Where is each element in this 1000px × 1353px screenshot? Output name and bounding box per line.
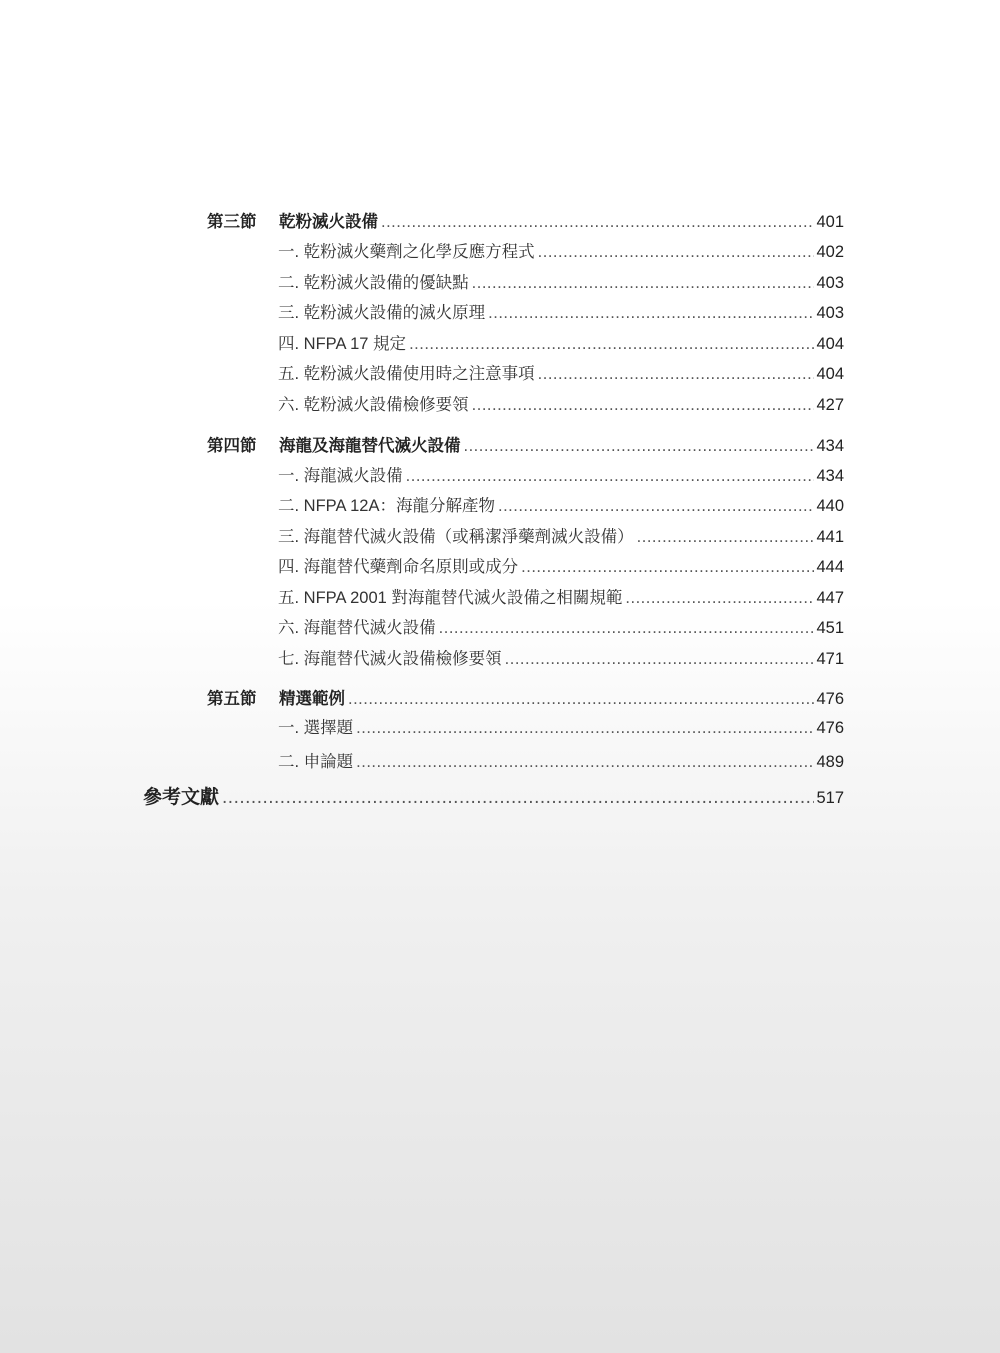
section-title: 精選範例 [279, 690, 345, 708]
section-title: 乾粉滅火設備 [279, 213, 378, 231]
page-number: 404 [816, 335, 844, 353]
toc-item[interactable] [278, 556, 844, 578]
dot-leader [348, 688, 814, 710]
dot-leader [488, 302, 814, 324]
page-number: 444 [816, 558, 844, 576]
toc-item[interactable] [278, 302, 844, 324]
page-number: 401 [816, 213, 844, 231]
item-title: 六. 海龍替代滅火設備 [278, 619, 436, 637]
dot-leader [439, 617, 815, 639]
page-number: 476 [816, 719, 844, 737]
toc-item[interactable] [278, 617, 844, 639]
section-label: 第五節 [207, 690, 257, 708]
section-title: 海龍及海龍替代滅火設備 [279, 437, 461, 455]
dot-leader [381, 211, 814, 233]
item-title: 六. 乾粉滅火設備檢修要領 [278, 396, 469, 414]
page-number: 404 [816, 365, 844, 383]
references-title: 參考文獻 [143, 787, 220, 808]
dot-leader [472, 394, 815, 416]
dot-leader [409, 333, 814, 355]
item-title: 三. 海龍替代滅火設備（或稱潔淨藥劑滅火設備） [278, 528, 634, 546]
dot-leader [505, 648, 815, 670]
toc-item[interactable] [278, 495, 844, 517]
toc-section-3[interactable] [207, 211, 844, 233]
toc-item[interactable] [278, 465, 844, 487]
dot-leader [464, 435, 815, 457]
toc-item[interactable] [278, 363, 844, 385]
page-number: 441 [816, 528, 844, 546]
item-title: 二. 乾粉滅火設備的優缺點 [278, 274, 469, 292]
section-label: 第三節 [207, 213, 257, 231]
toc-references[interactable] [143, 787, 844, 809]
page-number: 434 [816, 467, 844, 485]
dot-leader [472, 272, 815, 294]
dot-leader [356, 751, 814, 773]
item-title: 四. 海龍替代藥劑命名原則或成分 [278, 558, 519, 576]
dot-leader [538, 363, 815, 385]
toc-section-5[interactable] [207, 688, 844, 710]
item-title: 二. 申論題 [278, 753, 354, 771]
toc-item[interactable] [278, 587, 844, 609]
dot-leader [356, 717, 814, 739]
dot-leader [637, 526, 815, 548]
toc-section-4[interactable] [207, 435, 844, 457]
item-title: 七. 海龍替代滅火設備檢修要領 [278, 650, 502, 668]
page-number: 434 [816, 437, 844, 455]
dot-leader [222, 787, 814, 809]
page-number: 517 [816, 789, 844, 807]
page-number: 427 [816, 396, 844, 414]
dot-leader [498, 495, 814, 517]
item-title: 二. NFPA 12A：海龍分解產物 [278, 497, 495, 515]
dot-leader [521, 556, 814, 578]
toc-item[interactable] [278, 717, 844, 739]
item-title: 一. 乾粉滅火藥劑之化學反應方程式 [278, 243, 535, 261]
dot-leader [406, 465, 815, 487]
item-title: 一. 選擇題 [278, 719, 354, 737]
page-number: 403 [816, 304, 844, 322]
section-label: 第四節 [207, 437, 257, 455]
page-number: 451 [816, 619, 844, 637]
toc-item[interactable] [278, 241, 844, 263]
toc-item[interactable] [278, 526, 844, 548]
toc-item[interactable] [278, 272, 844, 294]
page-number: 440 [816, 497, 844, 515]
page-number: 489 [816, 753, 844, 771]
item-title: 五. NFPA 2001 對海龍替代滅火設備之相關規範 [278, 589, 623, 607]
item-title: 五. 乾粉滅火設備使用時之注意事項 [278, 365, 535, 383]
page-number: 402 [816, 243, 844, 261]
page-number: 403 [816, 274, 844, 292]
toc-item[interactable] [278, 394, 844, 416]
page-number: 471 [816, 650, 844, 668]
item-title: 一. 海龍滅火設備 [278, 467, 403, 485]
page-number: 476 [816, 690, 844, 708]
toc-item[interactable] [278, 751, 844, 773]
dot-leader [538, 241, 815, 263]
item-title: 三. 乾粉滅火設備的滅火原理 [278, 304, 486, 322]
page-number: 447 [816, 589, 844, 607]
item-title: 四. NFPA 17 規定 [278, 335, 407, 353]
dot-leader [625, 587, 814, 609]
toc-item[interactable] [278, 333, 844, 355]
toc-item[interactable] [278, 648, 844, 670]
